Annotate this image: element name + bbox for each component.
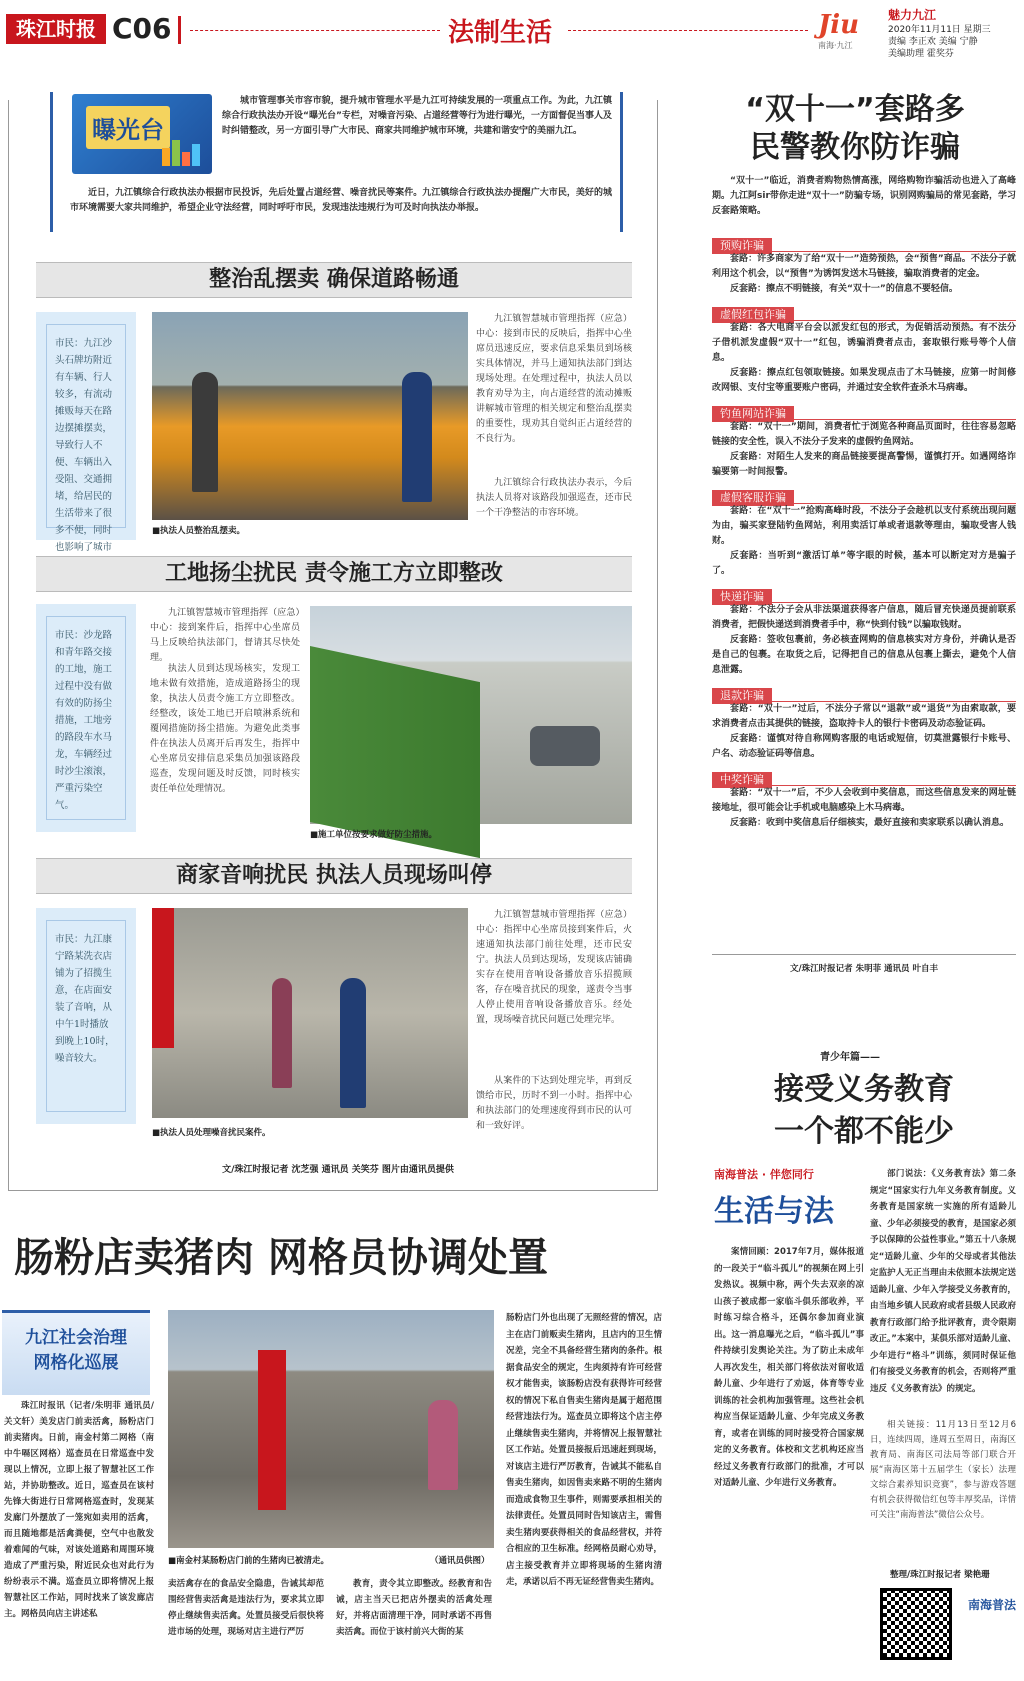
exposure-frame-left	[50, 92, 53, 232]
case1-resident-note: 市民：九江沙头石牌坊附近有车辆、行人较多，有流动摊贩每天在路边摆摊摆卖，导致行人不便、车辆出入受阻、交通拥堵，给居民的生活带来了很多不便，同时也影响了城市	[36, 312, 136, 540]
fraud-item-tag-line	[712, 486, 1016, 504]
fraud-item	[712, 768, 1016, 831]
person-figure	[272, 978, 292, 1088]
life-law-logo	[714, 1166, 864, 1236]
exposure-intro-2: 近日，九江镇综合行政执法办根据市民投诉，先后处置占道经营、噪音扰民等案件。九江镇综合行政执法办提醒广大市民，美好的城市环境需要大家共同维护，希望企业守法经营，同时呼吁市民，发现违法违规行为可及时向执法办举报。	[70, 188, 612, 213]
life-law-slogan: 南海普法 · 伴您同行	[714, 1168, 814, 1181]
case1-title: 整治乱摆卖 确保道路畅通	[36, 262, 632, 298]
fraud-item-tag: 退款诈骗	[712, 688, 772, 704]
grid-photo	[168, 1310, 494, 1548]
youth-title-1: 接受义务教育	[774, 1072, 954, 1107]
case2-body: 九江镇智慧城市管理指挥（应急）中心：接到案件后，指挥中心坐席员马上反映给执法部门，督请其尽快处理。	[150, 608, 300, 663]
fraud-item-tag: 虚假客服诈骗	[712, 490, 794, 506]
fraud-item	[712, 684, 1016, 762]
person-figure	[192, 372, 218, 492]
youth-law: 部门说法：《义务教育法》第二条规定“国家实行九年义务教育制度。义务教育是国家统一实施的所有适龄儿童、少年必须接受的教育，是国家必须予以保障的公益性事业。”第五十八条规定“适龄儿童、少年的父母或者其他法定监护人无正当理由未依照本法规定送适龄儿童、少年入学接受义务教育的，由当地乡镇人民政府或者县级人民政府教育行政部门给予批评教育，责令限期改正。”本案中，某俱乐部对适龄儿童、少年进行“格斗”训练，须同时保证他们有接受义务教育的机会，否则将严重违反《义务教育法》的规定。	[870, 1169, 1016, 1394]
masthead	[0, 0, 1024, 59]
case2-title: 工地扬尘扰民 责令施工方立即整改	[36, 556, 632, 592]
grid-badge-line1: 九江社会治理	[25, 1328, 127, 1348]
editors-line1: 责编 李正欢 美编 宁静	[888, 37, 978, 47]
case2-photo	[310, 606, 632, 824]
officer-figure	[402, 372, 432, 502]
fraud-item-counter: 反套路：擦点不明链接，有关“双十一”的信息不要轻信。	[730, 284, 958, 294]
fraud-item-tag-line	[712, 234, 1016, 252]
grid-caption: ■南金村某肠粉店门前的生猪肉已被清走。	[168, 1556, 330, 1566]
fraud-item-tag-line	[712, 768, 1016, 786]
left-credit: 文/珠江时报记者 沈芝强 通讯员 关笑芬 图片由通讯员提供	[222, 1165, 454, 1175]
page-number: C06	[112, 12, 172, 45]
car-figure	[530, 726, 600, 766]
fraud-item-trick: 套路：各大电商平台会以派发红包的形式，为促销活动预热。有不法分子借机派发虚假“双十一”红包，诱骗消费者点击，套取银行账号等个人信息。	[712, 323, 1016, 363]
fraud-intro: “双十一”临近，消费者购物热情高涨，网络购物诈骗活动也进入了高峰期。九江阿sir带你走进“双十一”防骗专场，识别网购骗局的常见套路，学习反套路策略。	[712, 176, 1016, 216]
case1-caption: ■执法人员整治乱摆卖。	[152, 526, 246, 536]
fraud-item-trick: 套路：“双十一”后，不少人会收到中奖信息，而这些信息发来的网址链接地址，很可能会让手机或电脑感染上木马病毒。	[712, 788, 1016, 813]
fraud-item-counter: 反套路：擦点红包领取链接。如果发现点击了木马链接，应第一时间修改网银、支付宝等重要账户密码，并通过安全软件查杀木马病毒。	[712, 368, 1016, 393]
case3-body-2: 从案件的下达到处理完毕，再到反馈给市民，历时不到一小时。指挥中心和执法部门的处理速度得到市民的认可和一致好评。	[476, 1076, 632, 1131]
exposure-frame-right	[620, 92, 623, 232]
masthead-rule-left	[190, 30, 440, 31]
section-title: 法制生活	[448, 18, 553, 48]
fraud-end-rule	[712, 954, 1016, 955]
fraud-item-tag: 钓鱼网站诈骗	[712, 406, 794, 422]
officer-figure	[340, 978, 366, 1108]
case3-caption: ■执法人员处理噪音扰民案件。	[152, 1128, 271, 1138]
masthead-rule-right	[568, 30, 808, 31]
issue-date: 2020年11月11日 星期三	[888, 25, 991, 35]
paper-logo: 珠江时报	[6, 14, 106, 44]
grid-badge-line2: 网格化巡展	[33, 1353, 119, 1373]
case2-body-2: 执法人员到达现场核实，发现工地未做有效措施，造成道路扬尘的现象，执法人员责令施工方立即整改。经整改，该处工地已开启喷淋系统和覆网措施防扬尘措施。为避免此类事件在执法人员离开后再发生，指挥中心坐席员安排信息采集员加强该路段巡查，发现问题及时反馈，同时核实责任单位处理情况。	[150, 664, 300, 794]
shop-sign	[258, 1350, 286, 1510]
fraud-title-2: 民警教你防诈骗	[750, 130, 960, 165]
fraud-item	[712, 486, 1016, 579]
brand-name: 南海·九江	[818, 41, 853, 50]
person-figure	[428, 1400, 458, 1490]
fraud-item-counter: 反套路：签收包裹前，务必核查网购的信息核实对方身份，并确认是否是自己的包裹。在取货之后，记得把自己的信息从包裹上撕去，避免个人信息泄露。	[712, 635, 1016, 675]
youth-kicker: 青少年篇——	[820, 1052, 880, 1063]
red-sign-board	[152, 908, 174, 1048]
fraud-item	[712, 585, 1016, 678]
fraud-credit: 文/珠江时报记者 朱明菲 通讯员 叶自丰	[790, 964, 938, 974]
brand-slogan: 魅力九江	[888, 8, 937, 22]
youth-link: 相关链接：11月13日至12月6日，连续四周，逢周五至周日，南海区教育局、南海区司法局等部门联合开展“南海区第十五届学生（家长）法理文综合素养知识竞赛”，参与游戏答题有机会获得微信红包等丰厚奖品，详情可关注“南海普法”微信公众号。	[870, 1420, 1016, 1520]
grid-col-2: 卖活禽存在的食品安全隐患，告诫其却范围经营售卖活禽是违法行为，要求其立即停止继续售卖活禽。处置员接受后很快将进市场的处理，现场对店主进行严厉	[168, 1579, 324, 1637]
case3-photo	[152, 908, 468, 1118]
case1-photo	[152, 312, 468, 520]
case1-body-2: 九江镇综合行政执法办表示，今后执法人员将对该路段加强巡查，还市民一个干净整洁的市容环境。	[476, 478, 632, 518]
grid-col-1: 珠江时报讯（记者/朱明菲 通讯员/关文轩）美发店门前卖活禽，肠粉店门前卖猪肉。日前，南金村第二网格（南中牛嗝区网格）巡查员在日常巡查中发现以上情况，立即上报了智慧社区工作站，并协助整改。近日，巡查员在该村先锋大街进行日常网格巡查时，发现某发廊门外摆放了一笼宛如卖用的活禽，而且随地都是活禽粪便，空气中也散发着难闻的气味，对该处道路和周围环境造成了严重污染，附近民众也对此行为纷纷表示不满。巡查员立即将情况上报智慧社区工作站，同时找来了该发廊店主。网格员向店主讲述私	[4, 1401, 154, 1619]
fraud-item-tag-line	[712, 684, 1016, 702]
fraud-item-tag: 中奖诈骗	[712, 772, 772, 788]
case1-body: 九江镇智慧城市管理指挥（应急）中心：接到市民的反映后，指挥中心坐席员迅速反应，要求信息采集员到场核实具体情况，并马上通知执法部门到达现场处理。在处理过程中，执法人员以教育劝导为主，向占道经营的流动摊贩讲解城市管理的相关规定和整治乱摆卖的重要性，现劝其自觉纠正占道经营的不良行为。	[476, 314, 632, 444]
fraud-item-tag: 预购诈骗	[712, 238, 772, 254]
editors-line2: 美编助理 霍奖芬	[888, 49, 954, 59]
fraud-list	[712, 234, 1016, 950]
youth-case: 案情回顾：2017年7月，媒体报道的一段关于“临斗孤儿”的视频在网上引发热议。视频中称，两个失去双亲的凉山孩子被成都一家临斗俱乐部收养，平时练习综合格斗，还偶尔参加商业演出。这一消息曝光之后，“临斗孤儿”事件持续引发舆论关注。为了防止未成年人再次发生，相关部门将依法对留收适龄儿童、少年进行了劝返，体育等专业训练的社会机构加强管理。这些社会机构应当保证适龄儿童、少年完成义务教育，或者在训练的同时接受符合国家规定的义务教育。体校和文艺机构还应当经过义务教育行政部门的批准，才可以对适龄儿童、少年进行义务教育。	[714, 1247, 864, 1488]
grid-col-4: 肠粉店门外也出现了无照经营的情况，店主在店门前贩卖生猪肉，且店内的卫生情况差，完全不具备经营生猪肉的条件。根据食品安全的规定，生肉须持有许可经营权才能售卖，该肠粉店没有获得许可经营权的情况下私自售卖生猪肉是属于超范围经营违法行为。巡查员立即将这个店主停止继续售卖生猪肉，并将情况上报智慧社区工作站。处置员接报后迅速赶到现场，对该店主进行严厉教育，告诫其不能私自售卖生猪肉，如因售卖来路不明的生猪肉而造成食物卫生事件，则需要承担相关的法律责任。处置员同时告知该店主，需售卖生猪肉要获得相关的食品经营权，并符合相应的卫生标准。经网格员耐心劝导，店主接受教育并立即将现场的生猪肉清走，承诺以后不再无证经营售卖生猪肉。	[506, 1313, 662, 1587]
fraud-item-tag: 快递诈骗	[712, 589, 772, 605]
grid-headline: 肠粉店卖猪肉 网格员协调处置	[14, 1234, 548, 1281]
exposure-badge	[72, 94, 212, 174]
case3-body: 九江镇智慧城市管理指挥（应急）中心：指挥中心坐席员接到案件后，火速通知执法部门前往处理，还市民安宁。执法人员到达现场，发现该店铺确实存在使用音响设备播放音乐招揽顾客，存在噪音扰民的现象，遂责令当事人停止使用音响设备播放音乐。经处置，现场噪音扰民问题已处理完毕。	[476, 910, 632, 1025]
fraud-item-counter: 反套路：对陌生人发来的商品链接要提高警惕，谨慎打开。如遇网络诈骗要第一时间报警。	[712, 452, 1016, 477]
fraud-item-trick: 套路：在“双十一”抢购高峰时段，不法分子会趁机以支付系统出现问题为由，骗买家登陆钓鱼网站，利用卖活订单或者退款等理由，骗取受害人钱财。	[712, 506, 1016, 546]
grid-col-3: 教育，责令其立即整改。经教育和告诫，店主当天已把店外摆卖的活禽处理好，并将店面清理干净，同时承诺不再售卖活禽。而位于该村前兴大街的某	[336, 1579, 492, 1637]
exposure-badge-label: 曝光台	[86, 106, 170, 149]
case2-caption: ■施工单位按要求做好防尘措施。	[310, 830, 438, 840]
exposure-intro-1: 城市管理事关市容市貌，提升城市管理水平是九江可持续发展的一项重点工作。为此，九江镇综合行政执法办开设“曝光台”专栏，对噪音污染、占道经营等行为进行曝光，一方面督促当事人及时纠错整改，另一方面引导广大市民、商家共同维护城市环境，共建和谐安宁的美丽九江。	[222, 96, 612, 136]
brand-logo-mark: Jiu	[818, 10, 860, 40]
fraud-item-trick: 套路：不法分子会从非法渠道获得客户信息，随后冒充快递员提前联系消费者，把假快递送到消费者手中，称“快到付钱”以骗取钱财。	[712, 605, 1016, 630]
case3-title: 商家音响扰民 执法人员现场叫停	[36, 858, 632, 894]
qr-code	[880, 1588, 952, 1660]
fraud-item-counter: 反套路：谨慎对待自称网购客服的电话或短信，切莫泄露银行卡账号、户名、动态验证码等信息。	[712, 734, 1016, 759]
fraud-item-counter: 反套路：收到中奖信息后仔细核实，最好直接和卖家联系以确认消息。	[730, 818, 1010, 828]
youth-title-2: 一个都不能少	[774, 1114, 954, 1149]
fraud-item-tag-line	[712, 585, 1016, 603]
case3-resident-note: 市民：九江康宁路某洗衣店铺为了招揽生意，在店面安装了音响，从中午1时播放到晚上10时，噪音较大。	[36, 908, 136, 1124]
fraud-item	[712, 234, 1016, 297]
fraud-item	[712, 402, 1016, 480]
green-mesh-wall	[310, 646, 480, 858]
life-law-title: 生活与法	[714, 1194, 834, 1229]
fraud-item	[712, 303, 1016, 396]
case2-resident-note: 市民：沙龙路和青年路交接的工地，施工过程中没有做有效的防扬尘措施，工地旁的路段车水马龙，车辆经过时沙尘滚滚，严重污染空气。	[36, 604, 136, 832]
youth-credit: 整理/珠江时报记者 梁艳珊	[890, 1570, 990, 1580]
fraud-item-trick: 套路：“双十一”过后，不法分子常以“退款”或“退货”为由索取款，要求消费者点击其提供的链接，盗取持卡人的银行卡密码及动态验证码。	[712, 704, 1016, 729]
city-skyline-icon	[162, 136, 202, 166]
fraud-item-trick: 套路：许多商家为了给“双十一”造势预热，会“预售”商品。不法分子就利用这个机会，以“预售”为诱饵发送木马链接，骗取消费者的定金。	[712, 254, 1016, 279]
grid-badge	[2, 1310, 150, 1395]
fraud-item-tag-line	[712, 303, 1016, 321]
fraud-title-1: “双十一”套路多	[745, 92, 965, 127]
fraud-item-tag: 虚假红包诈骗	[712, 307, 794, 323]
qr-label: 南海普法	[968, 1598, 1017, 1612]
fraud-item-trick: 套路：“双十一”期间，消费者忙于浏览各种商品页面时，往往容易忽略链接的安全性，误入不法分子发来的虚假钓鱼网站。	[712, 422, 1016, 447]
page-divider	[178, 16, 181, 44]
brand-logo	[818, 10, 880, 50]
fraud-item-counter: 反套路：当听到“激活订单”等字眼的时候，基本可以断定对方是骗子了。	[712, 551, 1016, 576]
grid-caption-source: （通讯员供图）	[430, 1556, 490, 1566]
fraud-item-tag-line	[712, 402, 1016, 420]
